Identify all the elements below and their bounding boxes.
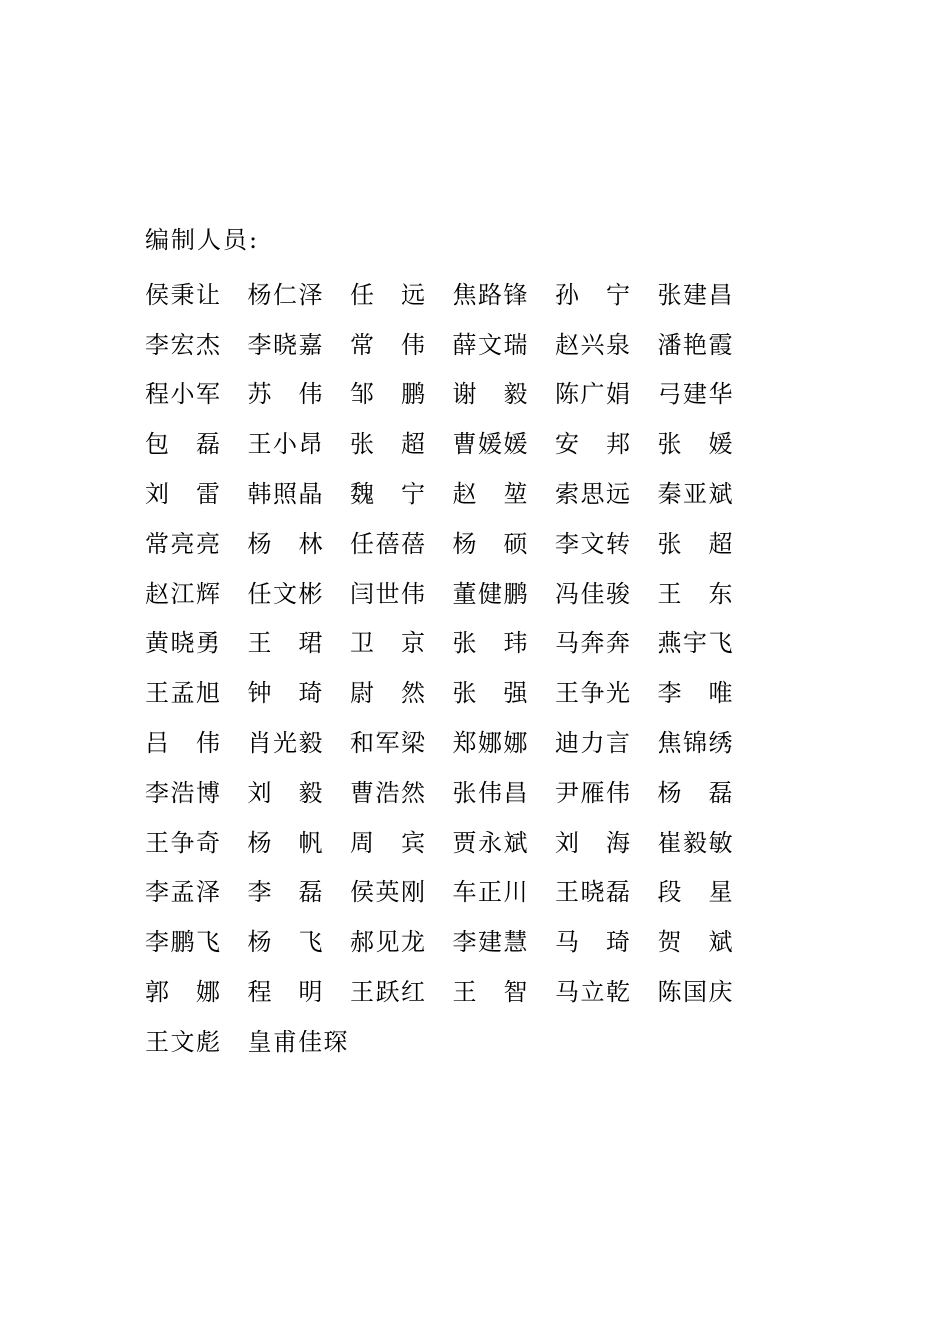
name-cell-wrapper bbox=[555, 277, 658, 313]
staff-name: 马 奔 奔 bbox=[555, 629, 630, 658]
name-cell-wrapper bbox=[453, 725, 556, 761]
staff-name: 侯 英 刚 bbox=[350, 878, 425, 907]
staff-name: 刘 海 bbox=[555, 828, 630, 857]
name-cell-wrapper bbox=[555, 974, 658, 1010]
name-row bbox=[145, 519, 785, 569]
staff-name: 杨 仁 泽 bbox=[247, 280, 323, 309]
staff-name: 赵 兴 泉 bbox=[555, 330, 630, 359]
name-cell-wrapper bbox=[248, 874, 351, 910]
name-cell-wrapper bbox=[248, 974, 351, 1010]
staff-name: 崔 毅 敏 bbox=[657, 828, 733, 857]
name-cell-wrapper bbox=[145, 376, 248, 412]
staff-name: 张 超 bbox=[657, 529, 733, 558]
name-cell-wrapper bbox=[350, 277, 453, 313]
name-cell-wrapper bbox=[145, 277, 248, 313]
staff-name: 王 晓 磊 bbox=[555, 878, 630, 907]
staff-name: 任 文 彬 bbox=[247, 579, 323, 608]
staff-name: 周 宾 bbox=[350, 828, 425, 857]
staff-name: 潘 艳 霞 bbox=[657, 330, 733, 359]
name-cell-wrapper bbox=[658, 825, 761, 861]
name-cell-wrapper bbox=[145, 775, 248, 811]
name-cell-wrapper bbox=[248, 277, 351, 313]
name-cell-wrapper bbox=[350, 625, 453, 661]
name-cell-wrapper bbox=[145, 327, 248, 363]
name-cell-wrapper bbox=[453, 426, 556, 462]
name-cell-wrapper bbox=[145, 874, 248, 910]
name-cell-wrapper bbox=[658, 277, 761, 313]
name-row bbox=[145, 718, 785, 768]
staff-name: 秦 亚 斌 bbox=[657, 480, 733, 509]
staff-name: 李 唯 bbox=[657, 679, 733, 708]
staff-name: 尉 然 bbox=[350, 679, 425, 708]
staff-name: 尹 雁 伟 bbox=[555, 778, 630, 807]
name-cell-wrapper bbox=[248, 775, 351, 811]
name-cell-wrapper bbox=[555, 526, 658, 562]
name-cell-wrapper bbox=[658, 376, 761, 412]
staff-name: 王 争 光 bbox=[555, 679, 630, 708]
staff-name: 王 智 bbox=[452, 978, 528, 1007]
staff-name: 焦 路 锋 bbox=[452, 280, 528, 309]
name-cell-wrapper bbox=[145, 526, 248, 562]
name-cell-wrapper bbox=[248, 576, 351, 612]
name-cell-wrapper bbox=[453, 825, 556, 861]
name-cell-wrapper bbox=[248, 1024, 351, 1060]
staff-name: 任 蓓 蓓 bbox=[350, 529, 425, 558]
name-cell-wrapper bbox=[658, 476, 761, 512]
name-cell-wrapper bbox=[248, 675, 351, 711]
name-cell-wrapper bbox=[145, 725, 248, 761]
name-row bbox=[145, 569, 785, 619]
name-cell-wrapper bbox=[145, 426, 248, 462]
name-row bbox=[145, 370, 785, 420]
name-cell-wrapper bbox=[350, 376, 453, 412]
name-cell-wrapper bbox=[453, 625, 556, 661]
name-cell-wrapper bbox=[350, 725, 453, 761]
staff-name: 李 文 转 bbox=[555, 529, 630, 558]
name-row bbox=[145, 419, 785, 469]
name-cell-wrapper bbox=[658, 625, 761, 661]
staff-name: 李 建 慧 bbox=[452, 928, 528, 957]
name-cell-wrapper bbox=[555, 376, 658, 412]
name-row bbox=[145, 320, 785, 370]
staff-name: 刘 毅 bbox=[247, 778, 323, 807]
staff-name: 索 思 远 bbox=[555, 480, 630, 509]
name-row bbox=[145, 768, 785, 818]
staff-name: 弓 建 华 bbox=[657, 380, 733, 409]
staff-name: 李 宏 杰 bbox=[145, 330, 220, 359]
name-cell-wrapper bbox=[248, 526, 351, 562]
name-cell-wrapper bbox=[658, 675, 761, 711]
staff-heading: 编制人员: bbox=[145, 226, 260, 254]
name-cell-wrapper bbox=[453, 874, 556, 910]
staff-name: 卫 京 bbox=[350, 629, 425, 658]
name-cell-wrapper bbox=[658, 526, 761, 562]
staff-name: 郝 见 龙 bbox=[350, 928, 425, 957]
name-cell-wrapper bbox=[555, 775, 658, 811]
staff-name: 李 孟 泽 bbox=[145, 878, 220, 907]
name-cell-wrapper bbox=[453, 974, 556, 1010]
name-cell-wrapper bbox=[350, 974, 453, 1010]
staff-name: 常 亮 亮 bbox=[145, 529, 220, 558]
name-cell-wrapper bbox=[248, 376, 351, 412]
staff-name: 王 争 奇 bbox=[145, 828, 220, 857]
name-cell-wrapper bbox=[658, 576, 761, 612]
staff-name: 薛 文 瑞 bbox=[452, 330, 528, 359]
staff-name: 马 立 乾 bbox=[555, 978, 630, 1007]
name-cell-wrapper bbox=[658, 725, 761, 761]
staff-name: 王 东 bbox=[657, 579, 733, 608]
name-cell-wrapper bbox=[658, 874, 761, 910]
staff-name: 焦 锦 绣 bbox=[657, 729, 733, 758]
name-cell-wrapper bbox=[350, 924, 453, 960]
staff-name: 刘 雷 bbox=[145, 480, 220, 509]
staff-name: 李 鹏 飞 bbox=[145, 928, 220, 957]
name-cell-wrapper bbox=[555, 825, 658, 861]
staff-name: 李 磊 bbox=[247, 878, 323, 907]
name-cell-wrapper bbox=[248, 924, 351, 960]
staff-name: 常 伟 bbox=[350, 330, 425, 359]
name-cell-wrapper bbox=[453, 924, 556, 960]
staff-name: 段 星 bbox=[657, 878, 733, 907]
name-cell-wrapper bbox=[145, 675, 248, 711]
staff-name: 冯 佳 骏 bbox=[555, 579, 630, 608]
name-cell-wrapper bbox=[453, 476, 556, 512]
name-cell-wrapper bbox=[555, 625, 658, 661]
staff-name: 安 邦 bbox=[555, 430, 630, 459]
name-cell-wrapper bbox=[145, 576, 248, 612]
name-cell-wrapper bbox=[350, 874, 453, 910]
staff-name: 王 跃 红 bbox=[350, 978, 425, 1007]
staff-name: 陈 广 娟 bbox=[555, 380, 630, 409]
staff-name: 肖 光 毅 bbox=[247, 729, 323, 758]
staff-name: 燕 宇 飞 bbox=[657, 629, 733, 658]
name-cell-wrapper bbox=[555, 476, 658, 512]
staff-name: 程 明 bbox=[247, 978, 323, 1007]
staff-name: 孙 宁 bbox=[555, 280, 630, 309]
staff-name: 包 磊 bbox=[145, 430, 220, 459]
staff-name: 张 建 昌 bbox=[657, 280, 733, 309]
staff-name: 董 健 鹏 bbox=[452, 579, 528, 608]
staff-name: 张 超 bbox=[350, 430, 425, 459]
name-cell-wrapper bbox=[658, 974, 761, 1010]
staff-names-grid bbox=[145, 270, 785, 1067]
name-row bbox=[145, 668, 785, 718]
name-cell-wrapper bbox=[555, 576, 658, 612]
staff-name: 郭 娜 bbox=[145, 978, 220, 1007]
name-cell-wrapper bbox=[350, 476, 453, 512]
staff-name: 李 晓 嘉 bbox=[247, 330, 323, 359]
staff-name: 钟 琦 bbox=[247, 679, 323, 708]
staff-name: 曹 媛 媛 bbox=[452, 430, 528, 459]
name-row bbox=[145, 469, 785, 519]
name-cell-wrapper bbox=[453, 277, 556, 313]
staff-name: 邹 鹏 bbox=[350, 380, 425, 409]
name-row bbox=[145, 917, 785, 967]
name-cell-wrapper bbox=[350, 675, 453, 711]
staff-name: 王 孟 旭 bbox=[145, 679, 220, 708]
name-cell-wrapper bbox=[555, 426, 658, 462]
staff-name: 车 正 川 bbox=[452, 878, 528, 907]
staff-name: 任 远 bbox=[350, 280, 425, 309]
name-cell-wrapper bbox=[453, 576, 556, 612]
staff-name: 郑 娜 娜 bbox=[452, 729, 528, 758]
staff-name: 和 军 梁 bbox=[350, 729, 425, 758]
staff-name: 张 媛 bbox=[657, 430, 733, 459]
name-cell-wrapper bbox=[658, 924, 761, 960]
staff-name: 曹 浩 然 bbox=[350, 778, 425, 807]
name-cell-wrapper bbox=[658, 426, 761, 462]
staff-name: 王 珺 bbox=[247, 629, 323, 658]
name-cell-wrapper bbox=[350, 327, 453, 363]
name-cell-wrapper bbox=[145, 625, 248, 661]
staff-name: 杨 硕 bbox=[452, 529, 528, 558]
name-cell-wrapper bbox=[145, 1024, 248, 1060]
name-cell-wrapper bbox=[555, 874, 658, 910]
staff-name: 贾 永 斌 bbox=[452, 828, 528, 857]
name-cell-wrapper bbox=[658, 775, 761, 811]
name-cell-wrapper bbox=[453, 376, 556, 412]
name-cell-wrapper bbox=[658, 327, 761, 363]
name-cell-wrapper bbox=[555, 924, 658, 960]
staff-name: 杨 飞 bbox=[247, 928, 323, 957]
name-cell-wrapper bbox=[145, 974, 248, 1010]
staff-name: 赵 堃 bbox=[452, 480, 528, 509]
name-cell-wrapper bbox=[453, 675, 556, 711]
name-cell-wrapper bbox=[350, 526, 453, 562]
name-cell-wrapper bbox=[555, 725, 658, 761]
name-cell-wrapper bbox=[350, 426, 453, 462]
name-cell-wrapper bbox=[248, 476, 351, 512]
name-cell-wrapper bbox=[248, 625, 351, 661]
staff-name: 贺 斌 bbox=[657, 928, 733, 957]
name-row bbox=[145, 967, 785, 1017]
name-cell-wrapper bbox=[248, 825, 351, 861]
staff-name: 皇 甫 佳 琛 bbox=[247, 1027, 348, 1056]
name-cell-wrapper bbox=[145, 924, 248, 960]
staff-name: 杨 帆 bbox=[247, 828, 323, 857]
staff-name: 谢 毅 bbox=[452, 380, 528, 409]
staff-name: 韩 照 晶 bbox=[247, 480, 323, 509]
staff-name: 闫 世 伟 bbox=[350, 579, 425, 608]
name-cell-wrapper bbox=[453, 327, 556, 363]
name-cell-wrapper bbox=[145, 825, 248, 861]
staff-name: 魏 宁 bbox=[350, 480, 425, 509]
name-cell-wrapper bbox=[350, 576, 453, 612]
name-cell-wrapper bbox=[453, 526, 556, 562]
name-row bbox=[145, 619, 785, 669]
staff-name: 侯 秉 让 bbox=[145, 280, 220, 309]
name-cell-wrapper bbox=[350, 825, 453, 861]
staff-name: 苏 伟 bbox=[247, 380, 323, 409]
staff-name: 王 小 昂 bbox=[247, 430, 323, 459]
name-cell-wrapper bbox=[248, 725, 351, 761]
staff-name: 张 伟 昌 bbox=[452, 778, 528, 807]
name-row bbox=[145, 1017, 785, 1067]
staff-name: 王 文 彪 bbox=[145, 1027, 220, 1056]
staff-name: 杨 林 bbox=[247, 529, 323, 558]
staff-name: 杨 磊 bbox=[657, 778, 733, 807]
name-row bbox=[145, 868, 785, 918]
name-cell-wrapper bbox=[555, 675, 658, 711]
name-cell-wrapper bbox=[248, 327, 351, 363]
staff-name: 张 强 bbox=[452, 679, 528, 708]
staff-name: 马 琦 bbox=[555, 928, 630, 957]
name-cell-wrapper bbox=[555, 327, 658, 363]
name-row bbox=[145, 818, 785, 868]
staff-name: 迪 力 言 bbox=[555, 729, 630, 758]
staff-name: 吕 伟 bbox=[145, 729, 220, 758]
staff-name: 赵 江 辉 bbox=[145, 579, 220, 608]
name-row bbox=[145, 270, 785, 320]
name-cell-wrapper bbox=[145, 476, 248, 512]
name-cell-wrapper bbox=[248, 426, 351, 462]
staff-name: 程 小 军 bbox=[145, 380, 220, 409]
name-cell-wrapper bbox=[453, 775, 556, 811]
staff-name: 陈 国 庆 bbox=[657, 978, 733, 1007]
staff-name: 李 浩 博 bbox=[145, 778, 220, 807]
name-cell-wrapper bbox=[350, 775, 453, 811]
staff-name: 黄 晓 勇 bbox=[145, 629, 220, 658]
staff-name: 张 玮 bbox=[452, 629, 528, 658]
